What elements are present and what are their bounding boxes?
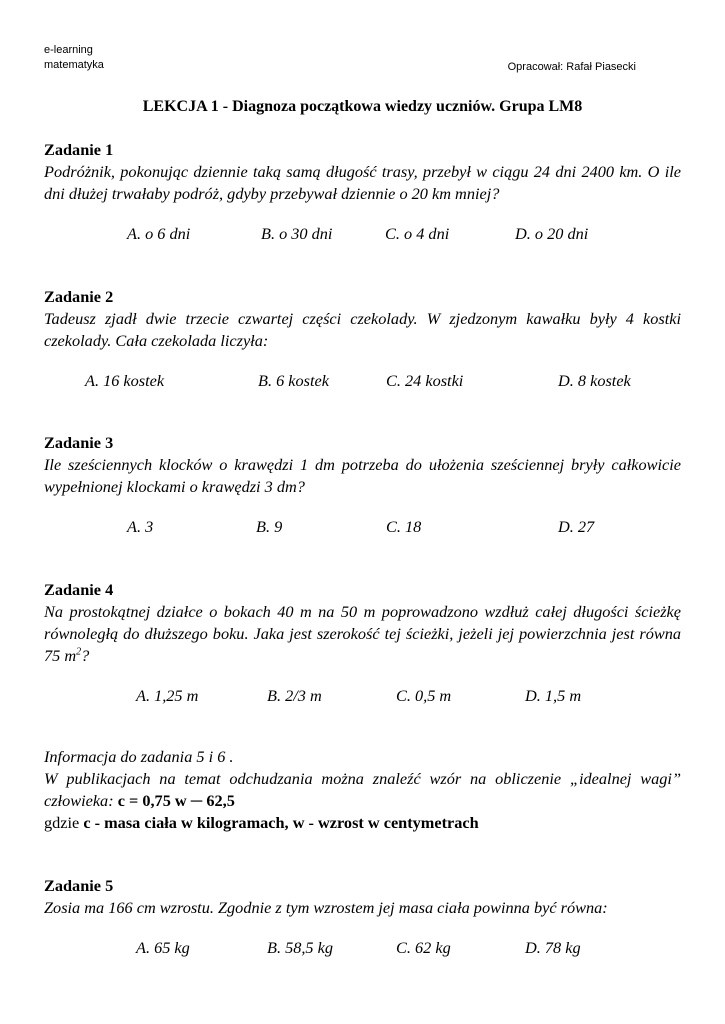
task-5-answer-c[interactable]: C. 62 kg (396, 938, 451, 957)
info-body (44, 768, 681, 812)
task-3-heading: Zadanie 3 (44, 433, 114, 452)
task-1-answer-c[interactable]: C. o 4 dni (385, 224, 450, 243)
task-2-answer-c[interactable]: C. 24 kostki (386, 371, 464, 390)
task-1-question: Podróżnik, pokonując dziennie taką samą długość trasy, przebył w ciągu 24 dni 2400 km. O ile dni dłużej trwałaby podróż, gdyby przebywał dziennie o 20 km mniej? (44, 162, 681, 203)
task-4-answer-a[interactable]: A. 1,25 m (136, 686, 199, 705)
task-3-question: Ile sześciennych klocków o krawędzi 1 dm potrzeba do ułożenia sześciennej bryły całkowicie wypełnionej klockami o krawędzi 3 dm? (44, 455, 681, 496)
info-title: Informacja do zadania 5 i 6 . (44, 747, 234, 766)
task-3-answer-b[interactable]: B. 9 (256, 517, 283, 536)
header-line-elearning: e-learning (44, 44, 93, 56)
task-1-answer-a[interactable]: A. o 6 dni (127, 224, 191, 243)
task-3 (44, 432, 681, 498)
info-definitions-text: c - masa ciała w kilogramach, w - wzrost w centymetrach (83, 813, 479, 832)
task-4-heading: Zadanie 4 (44, 580, 114, 599)
info-formula: c = 0,75 w ─ 62,5 (117, 791, 235, 810)
header-line-subject: matematyka (44, 59, 104, 71)
task-2-answer-b[interactable]: B. 6 kostek (258, 371, 329, 390)
task-4-question-end: ? (81, 646, 90, 665)
task-5-question: Zosia ma 166 cm wzrostu. Zgodnie z tym wzrostem jej masa ciała powinna być równa: (44, 898, 608, 917)
task-1-answer-d[interactable]: D. o 20 dni (515, 224, 589, 243)
task-4 (44, 579, 681, 667)
task-1-answer-b[interactable]: B. o 30 dni (261, 224, 333, 243)
task-5 (44, 875, 681, 919)
info-definitions (44, 812, 681, 834)
task-5-answer-d[interactable]: D. 78 kg (525, 938, 581, 957)
task-2-question: Tadeusz zjadł dwie trzecie czwartej części czekolady. W zjedzonym kawałku były 4 kostki czekolady. Cała czekolada liczyła: (44, 309, 681, 350)
task-5-heading: Zadanie 5 (44, 876, 114, 895)
info-body-text: W publikacjach na temat odchudzania można znaleźć wzór na obliczenie „idealnej wagi” człowieka: (44, 769, 681, 810)
task-2-answer-d[interactable]: D. 8 kostek (558, 371, 631, 390)
task-4-answer-d[interactable]: D. 1,5 m (525, 686, 582, 705)
task-2-answer-a[interactable]: A. 16 kostek (85, 371, 165, 390)
task-4-question (44, 601, 681, 667)
task-4-question-sup: 2 (76, 646, 82, 658)
task-5-answer-a[interactable]: A. 65 kg (136, 938, 190, 957)
header-author: Opracował: Rafał Piasecki (507, 61, 636, 73)
task-5-answer-b[interactable]: B. 58,5 kg (267, 938, 334, 957)
page-title: LEKCJA 1 - Diagnoza początkowa wiedzy uczniów. Grupa LM8 (142, 98, 583, 115)
info-gdzie: gdzie (44, 813, 84, 832)
task-3-answer-c[interactable]: C. 18 (386, 517, 422, 536)
task-2-heading: Zadanie 2 (44, 287, 114, 306)
info-block (44, 746, 681, 834)
task-1-heading: Zadanie 1 (44, 140, 114, 159)
task-2 (44, 286, 681, 352)
task-3-answer-d[interactable]: D. 27 (558, 517, 595, 536)
task-4-question-text: Na prostokątnej działce o bokach 40 m na 50 m poprowadzono wzdłuż całej długości ścieżkę równoległą do dłuższego boku. Jaka jest szerokość tej ścieżki, jeżeli jej powierzchnia jest równa 75 m (44, 602, 681, 665)
task-4-answer-b[interactable]: B. 2/3 m (267, 686, 322, 705)
header-left (44, 43, 104, 73)
task-1 (44, 139, 681, 205)
task-3-answer-a[interactable]: A. 3 (127, 517, 154, 536)
task-4-answer-c[interactable]: C. 0,5 m (396, 686, 452, 705)
